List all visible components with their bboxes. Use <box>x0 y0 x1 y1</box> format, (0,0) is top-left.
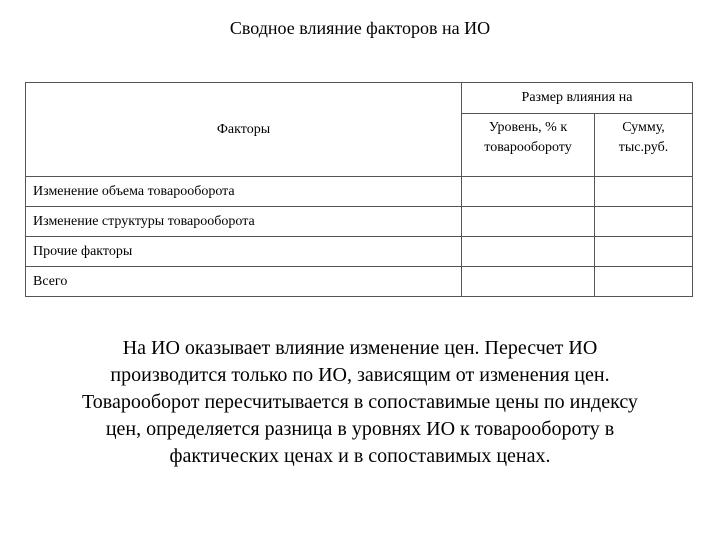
row-label: Изменение объема товарооборота <box>26 177 462 207</box>
row-sum-cell <box>595 177 693 207</box>
row-sum-cell <box>595 267 693 297</box>
page-title: Сводное влияние факторов на ИО <box>229 18 491 38</box>
table-row <box>26 267 693 297</box>
header-sum-line1: Сумму, <box>622 120 665 135</box>
header-factors: Факторы <box>26 83 462 177</box>
row-level-cell <box>462 267 595 297</box>
body-paragraph <box>40 335 680 470</box>
table-row <box>26 237 693 267</box>
row-label: Прочие факторы <box>26 237 462 267</box>
row-level-cell <box>462 177 595 207</box>
row-sum-cell <box>595 207 693 237</box>
paragraph-line: производится только по ИО, зависящим от изменения цен. <box>110 364 610 386</box>
table-header-row <box>26 83 693 114</box>
table-row <box>26 207 693 237</box>
row-level-cell <box>462 207 595 237</box>
header-level <box>462 114 595 177</box>
paragraph-line: цен, определяется разница в уровнях ИО к товарообороту в <box>105 418 615 440</box>
header-impact-size: Размер влияния на <box>462 83 693 114</box>
header-sum <box>595 114 693 177</box>
paragraph-line: фактических ценах и в сопоставимых ценах. <box>169 445 551 467</box>
header-sum-line2: тыс.руб. <box>618 140 669 155</box>
header-level-line2: товарообороту <box>484 140 572 155</box>
row-level-cell <box>462 237 595 267</box>
factors-table <box>25 82 693 297</box>
paragraph-line: Товарооборот пересчитывается в сопоставимые цены по индексу <box>82 391 638 413</box>
row-label: Изменение структуры товарооборота <box>26 207 462 237</box>
paragraph-line: На ИО оказывает влияние изменение цен. Пересчет ИО <box>122 337 598 359</box>
row-label: Всего <box>26 267 462 297</box>
row-sum-cell <box>595 237 693 267</box>
header-level-line1: Уровень, % к <box>488 120 568 135</box>
table-row <box>26 177 693 207</box>
